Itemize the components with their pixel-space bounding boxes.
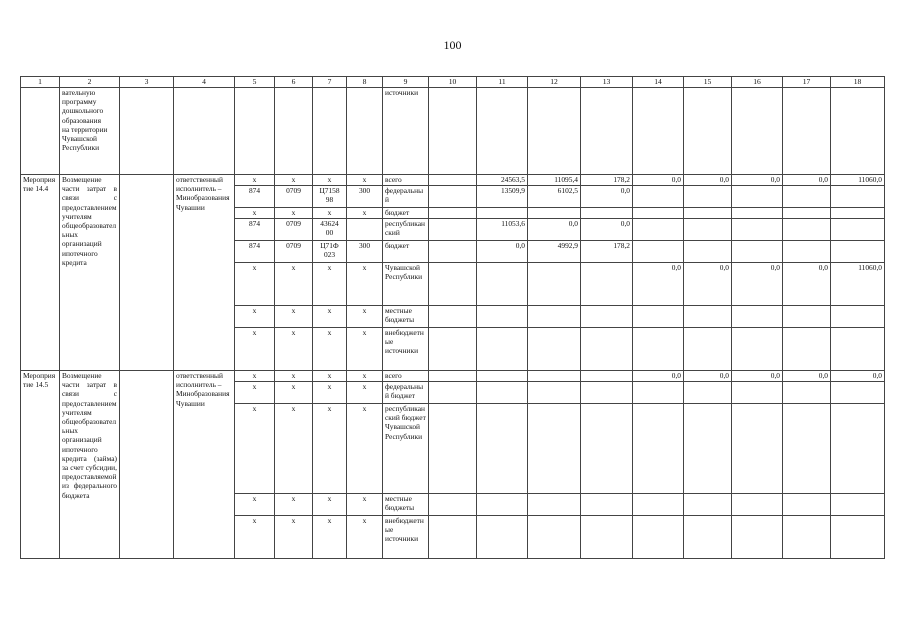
table-cell: x xyxy=(235,306,275,328)
table-cell xyxy=(120,175,174,371)
table-cell: республиканский xyxy=(383,219,429,241)
column-header: 9 xyxy=(383,77,429,88)
table-cell: 0,0 xyxy=(633,371,684,382)
table-cell: внебюджетные источники xyxy=(383,328,429,371)
table-cell: внебюджетные источники xyxy=(383,516,429,559)
table-cell: 0,0 xyxy=(684,371,732,382)
table-cell xyxy=(633,208,684,219)
table-cell: x xyxy=(235,175,275,186)
column-header: 6 xyxy=(275,77,313,88)
table-cell: x xyxy=(313,404,347,494)
column-header: 18 xyxy=(831,77,885,88)
table-cell: x xyxy=(275,263,313,306)
table-cell xyxy=(235,88,275,175)
table-cell xyxy=(528,306,581,328)
table-cell: 0,0 xyxy=(528,219,581,241)
table-cell xyxy=(633,382,684,404)
column-header: 7 xyxy=(313,77,347,88)
table-cell xyxy=(831,219,885,241)
table-cell xyxy=(684,219,732,241)
table-cell xyxy=(831,306,885,328)
table-cell xyxy=(429,208,477,219)
table-cell xyxy=(581,88,633,175)
table-cell: 11060,0 xyxy=(831,263,885,306)
table-cell xyxy=(684,516,732,559)
table-cell: x xyxy=(275,175,313,186)
table-cell xyxy=(633,186,684,208)
table-cell xyxy=(684,328,732,371)
table-cell: x xyxy=(235,494,275,516)
table-cell: x xyxy=(275,516,313,559)
table-cell xyxy=(831,328,885,371)
table-cell xyxy=(684,306,732,328)
table-cell: 874 xyxy=(235,219,275,241)
header-row xyxy=(21,77,885,88)
table-cell xyxy=(429,404,477,494)
table-cell: 43624 00 xyxy=(313,219,347,241)
table-cell: x xyxy=(313,382,347,404)
table-cell: x xyxy=(235,516,275,559)
table-cell xyxy=(581,382,633,404)
table-cell: 0,0 xyxy=(684,263,732,306)
table-cell: 0,0 xyxy=(633,263,684,306)
table-cell: x xyxy=(313,494,347,516)
measure-description: Возмещение части затрат в связи с предоставлением учителям общеобразовательных организаций ипотечного кредита (займа) за счет субсидии, предоставляемой из федерального бюджета xyxy=(60,371,120,559)
table-cell: 300 xyxy=(347,241,383,263)
table-cell: 0,0 xyxy=(732,175,783,186)
table-cell xyxy=(783,382,831,404)
table-cell xyxy=(783,306,831,328)
table-cell xyxy=(347,88,383,175)
table-cell: 178,2 xyxy=(581,175,633,186)
table-cell xyxy=(831,382,885,404)
table-cell xyxy=(684,88,732,175)
table-cell: x xyxy=(313,263,347,306)
measure-id: Мероприятие 14.5 xyxy=(21,371,60,559)
table-cell xyxy=(21,88,60,175)
table-cell: x xyxy=(347,516,383,559)
table-cell xyxy=(528,88,581,175)
table-cell xyxy=(528,263,581,306)
responsible-executor: ответственный исполнитель – Минобразования Чувашии xyxy=(174,175,235,371)
table-cell xyxy=(732,382,783,404)
column-header: 11 xyxy=(477,77,528,88)
table-cell: 0709 xyxy=(275,241,313,263)
table-cell xyxy=(581,494,633,516)
table-cell: 13509,9 xyxy=(477,186,528,208)
table-cell xyxy=(429,175,477,186)
column-header: 4 xyxy=(174,77,235,88)
table-cell xyxy=(429,516,477,559)
table-cell: 0,0 xyxy=(732,263,783,306)
table-cell xyxy=(732,219,783,241)
table-cell xyxy=(783,516,831,559)
table-cell xyxy=(429,263,477,306)
column-header: 15 xyxy=(684,77,732,88)
table-cell xyxy=(581,328,633,371)
table-cell: x xyxy=(275,404,313,494)
table-cell: x xyxy=(347,306,383,328)
table-cell xyxy=(783,494,831,516)
table-cell: x xyxy=(347,208,383,219)
table-cell xyxy=(477,88,528,175)
table-cell: республиканский бюджет Чувашской Республики xyxy=(383,404,429,494)
table-cell xyxy=(783,219,831,241)
table-cell: x xyxy=(347,404,383,494)
table-cell xyxy=(581,371,633,382)
table-cell xyxy=(581,306,633,328)
table-cell: x xyxy=(275,494,313,516)
table-cell xyxy=(684,404,732,494)
table-cell: 0709 xyxy=(275,219,313,241)
table-cell xyxy=(275,88,313,175)
table-cell xyxy=(429,219,477,241)
column-header: 14 xyxy=(633,77,684,88)
table-cell xyxy=(174,88,235,175)
table-cell: x xyxy=(313,306,347,328)
table-cell xyxy=(120,88,174,175)
table-cell xyxy=(684,382,732,404)
table-cell xyxy=(528,328,581,371)
table-cell xyxy=(581,208,633,219)
column-header: 5 xyxy=(235,77,275,88)
table-cell xyxy=(477,306,528,328)
table-cell xyxy=(684,186,732,208)
table-cell xyxy=(429,186,477,208)
table-cell xyxy=(732,186,783,208)
table-cell xyxy=(831,186,885,208)
table-cell: 11095,4 xyxy=(528,175,581,186)
table-cell xyxy=(581,516,633,559)
table-cell: 0,0 xyxy=(477,241,528,263)
table-cell: 0,0 xyxy=(684,175,732,186)
column-header: 17 xyxy=(783,77,831,88)
table-cell: x xyxy=(313,208,347,219)
table-cell xyxy=(783,241,831,263)
table-cell xyxy=(477,382,528,404)
table-cell: x xyxy=(235,263,275,306)
table-cell xyxy=(528,382,581,404)
table-cell xyxy=(581,404,633,494)
table-cell xyxy=(477,404,528,494)
table-cell: 0,0 xyxy=(732,371,783,382)
table-cell: x xyxy=(313,175,347,186)
table-cell: x xyxy=(313,516,347,559)
table-cell xyxy=(633,404,684,494)
table-cell xyxy=(783,186,831,208)
table-cell xyxy=(783,328,831,371)
table-cell xyxy=(120,371,174,559)
table-cell: x xyxy=(347,382,383,404)
table-cell: 0709 xyxy=(275,186,313,208)
table-cell xyxy=(732,404,783,494)
table-cell: местные бюджеты xyxy=(383,306,429,328)
table-cell xyxy=(831,208,885,219)
column-header: 10 xyxy=(429,77,477,88)
table-cell xyxy=(477,328,528,371)
table-cell: 6102,5 xyxy=(528,186,581,208)
table-cell: x xyxy=(235,328,275,371)
column-header: 16 xyxy=(732,77,783,88)
table-cell: x xyxy=(235,371,275,382)
column-header: 2 xyxy=(60,77,120,88)
table-cell: 874 xyxy=(235,241,275,263)
table-cell xyxy=(429,371,477,382)
table-cell: бюджет xyxy=(383,208,429,219)
table-cell xyxy=(831,88,885,175)
table-cell xyxy=(732,88,783,175)
table-cell: x xyxy=(347,494,383,516)
table-cell xyxy=(528,371,581,382)
table-cell xyxy=(831,516,885,559)
table-cell xyxy=(477,208,528,219)
table-cell xyxy=(633,241,684,263)
table-cell: всего xyxy=(383,371,429,382)
table-cell xyxy=(783,404,831,494)
table-cell: x xyxy=(347,328,383,371)
table-cell xyxy=(528,494,581,516)
table-cell xyxy=(831,241,885,263)
table-cell: 0,0 xyxy=(783,263,831,306)
table-cell: вательную программу дошкольного образования на территории Чувашской Республики xyxy=(60,88,120,175)
table-cell xyxy=(429,382,477,404)
budget-table xyxy=(20,76,885,559)
table-cell: федеральный бюджет xyxy=(383,382,429,404)
table-row xyxy=(21,88,885,175)
table-cell: x xyxy=(347,371,383,382)
table-cell: Ц71Ф 023 xyxy=(313,241,347,263)
table-cell: всего xyxy=(383,175,429,186)
table-cell xyxy=(429,88,477,175)
table-cell xyxy=(831,404,885,494)
table-cell xyxy=(732,241,783,263)
table-cell: местные бюджеты xyxy=(383,494,429,516)
table-cell xyxy=(684,241,732,263)
table-cell xyxy=(581,263,633,306)
table-cell: x xyxy=(275,371,313,382)
table-cell xyxy=(684,208,732,219)
table-cell: 300 xyxy=(347,186,383,208)
table-row xyxy=(21,175,885,186)
table-cell: 0,0 xyxy=(783,175,831,186)
table-cell xyxy=(633,328,684,371)
table-cell xyxy=(429,241,477,263)
table-cell: 0,0 xyxy=(831,371,885,382)
table-cell: x xyxy=(313,328,347,371)
table-cell: 4992,9 xyxy=(528,241,581,263)
page-number: 100 xyxy=(443,38,462,52)
table-cell: 24563,5 xyxy=(477,175,528,186)
table-cell xyxy=(633,494,684,516)
table-cell xyxy=(477,263,528,306)
table-cell xyxy=(528,208,581,219)
column-header: 13 xyxy=(581,77,633,88)
table-cell: x xyxy=(235,382,275,404)
table-cell: 0,0 xyxy=(633,175,684,186)
table-cell xyxy=(633,88,684,175)
table-cell: x xyxy=(347,263,383,306)
table-cell xyxy=(732,516,783,559)
table-cell xyxy=(429,328,477,371)
table-cell xyxy=(429,494,477,516)
table-row xyxy=(21,371,885,382)
table-cell: федеральный xyxy=(383,186,429,208)
table-cell xyxy=(783,88,831,175)
table-cell xyxy=(732,208,783,219)
table-cell: Чувашской Республики xyxy=(383,263,429,306)
column-header: 8 xyxy=(347,77,383,88)
table-cell: x xyxy=(275,306,313,328)
table-cell xyxy=(732,494,783,516)
table-cell: 178,2 xyxy=(581,241,633,263)
table-cell: x xyxy=(275,382,313,404)
table-cell xyxy=(684,494,732,516)
responsible-executor: ответственный исполнитель – Минобразования Чувашии xyxy=(174,371,235,559)
table-cell xyxy=(347,219,383,241)
table-cell: x xyxy=(313,371,347,382)
table-cell xyxy=(477,516,528,559)
table-cell: 874 xyxy=(235,186,275,208)
table-cell xyxy=(477,371,528,382)
column-header: 3 xyxy=(120,77,174,88)
table-cell: источники xyxy=(383,88,429,175)
table-cell xyxy=(429,306,477,328)
table-cell xyxy=(528,404,581,494)
table-cell: x xyxy=(347,175,383,186)
table-cell xyxy=(831,494,885,516)
table-cell xyxy=(633,306,684,328)
table-cell: 11060,0 xyxy=(831,175,885,186)
table-cell xyxy=(313,88,347,175)
measure-description: Возмещение части затрат в связи с предоставлением учителям общеобразовательных организаций ипотечного кредита xyxy=(60,175,120,371)
measure-id: Мероприятие 14.4 xyxy=(21,175,60,371)
column-header: 1 xyxy=(21,77,60,88)
table-cell: Ц7158 98 xyxy=(313,186,347,208)
table-cell xyxy=(783,208,831,219)
table-cell: x xyxy=(235,404,275,494)
table-cell: x xyxy=(275,328,313,371)
table-cell: 0,0 xyxy=(783,371,831,382)
table-cell: 0,0 xyxy=(581,219,633,241)
table-cell: x xyxy=(235,208,275,219)
table-cell xyxy=(732,306,783,328)
table-cell xyxy=(633,219,684,241)
table-cell: бюджет xyxy=(383,241,429,263)
table-cell xyxy=(528,516,581,559)
table-cell xyxy=(477,494,528,516)
table-cell: x xyxy=(275,208,313,219)
column-header: 12 xyxy=(528,77,581,88)
table-cell xyxy=(732,328,783,371)
table-cell: 0,0 xyxy=(581,186,633,208)
table-cell xyxy=(633,516,684,559)
table-cell: 11053,6 xyxy=(477,219,528,241)
